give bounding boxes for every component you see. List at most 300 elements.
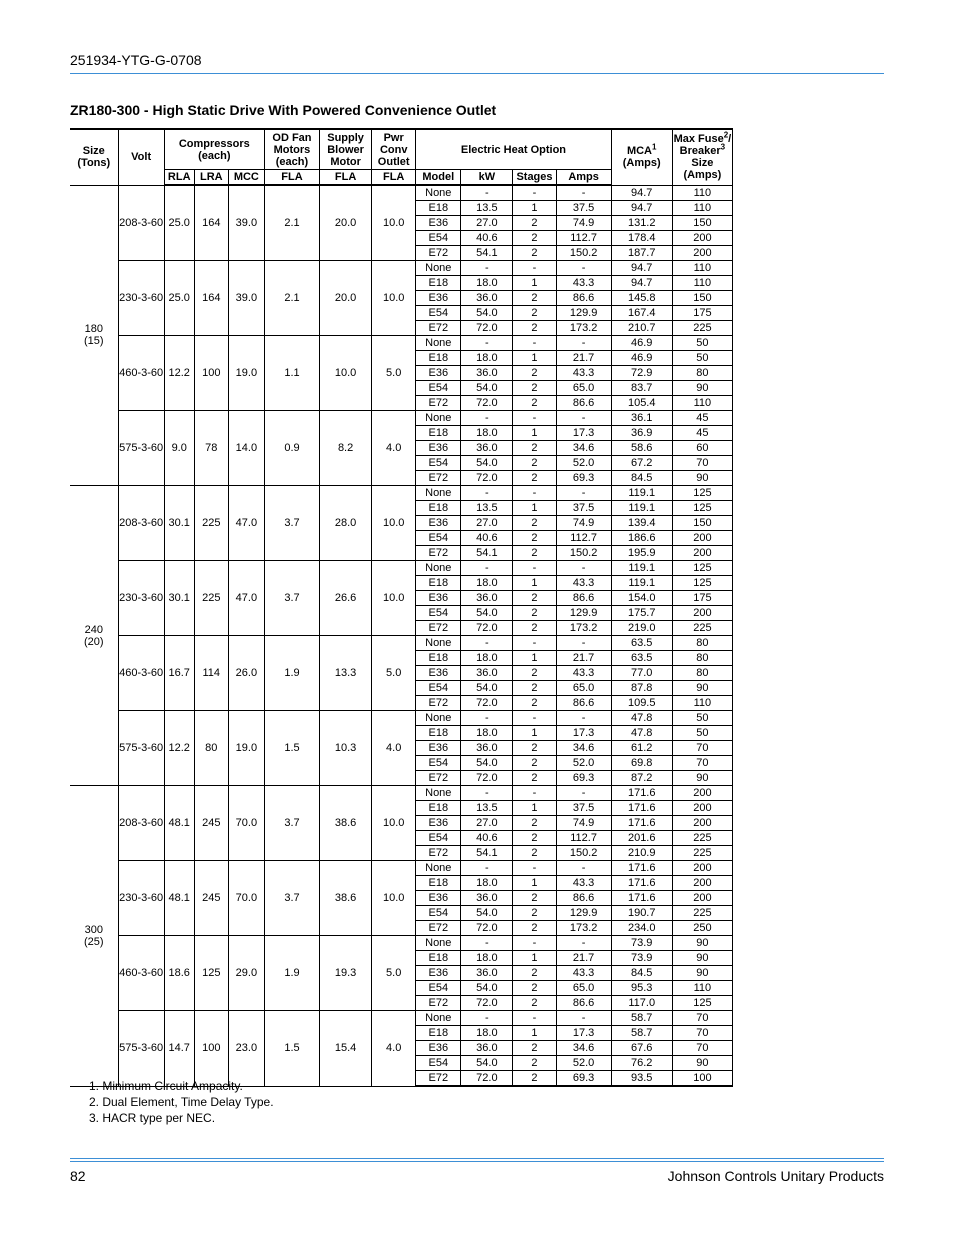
- max-fuse-cell: 70: [672, 1026, 732, 1041]
- mca-cell: 167.4: [611, 306, 672, 321]
- volt-cell: 230-3-60: [118, 561, 164, 636]
- lra-cell: 225: [194, 486, 228, 561]
- mca-cell: 84.5: [611, 966, 672, 981]
- max-fuse-cell: 45: [672, 411, 732, 426]
- stages-cell: 1: [513, 876, 556, 891]
- mca-cell: 131.2: [611, 216, 672, 231]
- stages-cell: 2: [513, 531, 556, 546]
- stages-cell: 2: [513, 396, 556, 411]
- col-amps: Amps: [556, 170, 611, 186]
- mca-cell: 171.6: [611, 786, 672, 801]
- amps-cell: 52.0: [556, 1056, 611, 1071]
- max-fuse-cell: 90: [672, 966, 732, 981]
- mca-cell: 63.5: [611, 636, 672, 651]
- model-cell: E72: [416, 321, 461, 336]
- lra-cell: 100: [194, 1011, 228, 1087]
- amps-cell: -: [556, 336, 611, 351]
- amps-cell: 34.6: [556, 741, 611, 756]
- mca-cell: 175.7: [611, 606, 672, 621]
- max-fuse-cell: 110: [672, 696, 732, 711]
- amps-cell: 65.0: [556, 681, 611, 696]
- kw-cell: -: [461, 936, 513, 951]
- mcc-cell: 39.0: [228, 261, 264, 336]
- mcc-cell: 47.0: [228, 486, 264, 561]
- amps-cell: 86.6: [556, 996, 611, 1011]
- max-fuse-cell: 200: [672, 531, 732, 546]
- rla-cell: 30.1: [164, 561, 194, 636]
- mca-cell: 67.6: [611, 1041, 672, 1056]
- od-fan-fla-cell: 2.1: [264, 261, 319, 336]
- rla-cell: 12.2: [164, 711, 194, 786]
- model-cell: E54: [416, 906, 461, 921]
- mca-cell: 210.7: [611, 321, 672, 336]
- mcc-cell: 47.0: [228, 561, 264, 636]
- stages-cell: 2: [513, 291, 556, 306]
- table-body: [70, 185, 733, 1086]
- max-fuse-cell: 200: [672, 231, 732, 246]
- amps-cell: -: [556, 786, 611, 801]
- stages-cell: 2: [513, 696, 556, 711]
- lra-cell: 78: [194, 411, 228, 486]
- amps-cell: 74.9: [556, 816, 611, 831]
- model-cell: E18: [416, 426, 461, 441]
- kw-cell: 72.0: [461, 771, 513, 786]
- mca-cell: 63.5: [611, 651, 672, 666]
- rla-cell: 18.6: [164, 936, 194, 1011]
- kw-cell: 36.0: [461, 666, 513, 681]
- amps-cell: 34.6: [556, 1041, 611, 1056]
- lra-cell: 245: [194, 786, 228, 861]
- blower-fla-cell: 38.6: [320, 786, 372, 861]
- max-fuse-cell: 60: [672, 441, 732, 456]
- col-max-fuse: Max Fuse$^2$/ Breaker$^3$ Size (Amps): [672, 129, 732, 185]
- max-fuse-cell: 150: [672, 216, 732, 231]
- stages-cell: 2: [513, 471, 556, 486]
- footnotes: [89, 1078, 274, 1126]
- col-size: Size (Tons): [70, 129, 118, 185]
- table-row: [70, 185, 733, 201]
- max-fuse-cell: 90: [672, 381, 732, 396]
- col-mcc: MCC: [228, 170, 264, 186]
- mcc-cell: 26.0: [228, 636, 264, 711]
- mca-cell: 46.9: [611, 351, 672, 366]
- electrical-data-table: [70, 128, 733, 1087]
- volt-cell: 460-3-60: [118, 936, 164, 1011]
- model-cell: E72: [416, 1071, 461, 1087]
- mcc-cell: 70.0: [228, 786, 264, 861]
- lra-cell: 225: [194, 561, 228, 636]
- model-cell: E18: [416, 1026, 461, 1041]
- mca-cell: 87.8: [611, 681, 672, 696]
- table-row: [70, 786, 733, 801]
- col-volt: Volt: [118, 129, 164, 185]
- col-lra: LRA: [194, 170, 228, 186]
- table-row: [70, 261, 733, 276]
- amps-cell: 112.7: [556, 531, 611, 546]
- kw-cell: 72.0: [461, 696, 513, 711]
- amps-cell: 43.3: [556, 876, 611, 891]
- max-fuse-cell: 250: [672, 921, 732, 936]
- stages-cell: 2: [513, 321, 556, 336]
- max-fuse-cell: 70: [672, 1011, 732, 1026]
- amps-cell: 150.2: [556, 546, 611, 561]
- stages-cell: 2: [513, 981, 556, 996]
- amps-cell: 43.3: [556, 666, 611, 681]
- table-row: [70, 411, 733, 426]
- max-fuse-cell: 110: [672, 276, 732, 291]
- blower-fla-cell: 10.0: [320, 336, 372, 411]
- max-fuse-cell: 90: [672, 681, 732, 696]
- stages-cell: 2: [513, 921, 556, 936]
- stages-cell: -: [513, 486, 556, 501]
- max-fuse-cell: 175: [672, 591, 732, 606]
- model-cell: E72: [416, 921, 461, 936]
- blower-fla-cell: 20.0: [320, 261, 372, 336]
- size-cell: [70, 185, 118, 486]
- kw-cell: 54.0: [461, 456, 513, 471]
- mca-cell: 219.0: [611, 621, 672, 636]
- max-fuse-cell: 90: [672, 951, 732, 966]
- amps-cell: 69.3: [556, 771, 611, 786]
- outlet-fla-cell: 10.0: [372, 561, 416, 636]
- outlet-fla-cell: 5.0: [372, 636, 416, 711]
- kw-cell: -: [461, 636, 513, 651]
- size-cell: [70, 786, 118, 1087]
- amps-cell: 86.6: [556, 696, 611, 711]
- stages-cell: 2: [513, 441, 556, 456]
- amps-cell: 74.9: [556, 216, 611, 231]
- stages-cell: 2: [513, 891, 556, 906]
- max-fuse-cell: 110: [672, 185, 732, 201]
- model-cell: None: [416, 1011, 461, 1026]
- stages-cell: 2: [513, 516, 556, 531]
- max-fuse-cell: 100: [672, 1071, 732, 1087]
- mca-cell: 61.2: [611, 741, 672, 756]
- amps-cell: 112.7: [556, 831, 611, 846]
- col-pwr-conv: Pwr Conv Outlet: [372, 129, 416, 170]
- kw-cell: 36.0: [461, 741, 513, 756]
- od-fan-fla-cell: 3.7: [264, 561, 319, 636]
- model-cell: E72: [416, 696, 461, 711]
- model-cell: E54: [416, 456, 461, 471]
- amps-cell: -: [556, 636, 611, 651]
- model-cell: None: [416, 336, 461, 351]
- max-fuse-cell: 80: [672, 366, 732, 381]
- stages-cell: -: [513, 711, 556, 726]
- model-cell: E54: [416, 831, 461, 846]
- model-cell: None: [416, 185, 461, 201]
- max-fuse-cell: 125: [672, 576, 732, 591]
- stages-cell: 2: [513, 666, 556, 681]
- mca-cell: 234.0: [611, 921, 672, 936]
- footer-divider: [70, 1161, 884, 1162]
- rla-cell: 25.0: [164, 261, 194, 336]
- blower-fla-cell: 13.3: [320, 636, 372, 711]
- kw-cell: 18.0: [461, 876, 513, 891]
- amps-cell: 150.2: [556, 246, 611, 261]
- max-fuse-cell: 200: [672, 876, 732, 891]
- footer-divider: [70, 1158, 884, 1159]
- stages-cell: 1: [513, 351, 556, 366]
- model-cell: None: [416, 936, 461, 951]
- amps-cell: -: [556, 411, 611, 426]
- amps-cell: -: [556, 486, 611, 501]
- stages-cell: 2: [513, 906, 556, 921]
- model-cell: E72: [416, 246, 461, 261]
- kw-cell: 40.6: [461, 831, 513, 846]
- stages-cell: 2: [513, 1056, 556, 1071]
- model-cell: E36: [416, 1041, 461, 1056]
- stages-cell: 2: [513, 246, 556, 261]
- stages-cell: 1: [513, 426, 556, 441]
- kw-cell: 54.0: [461, 1056, 513, 1071]
- model-cell: None: [416, 261, 461, 276]
- model-cell: E36: [416, 741, 461, 756]
- mcc-cell: 23.0: [228, 1011, 264, 1087]
- stages-cell: 2: [513, 606, 556, 621]
- max-fuse-cell: 110: [672, 981, 732, 996]
- blower-fla-cell: 38.6: [320, 861, 372, 936]
- kw-cell: -: [461, 486, 513, 501]
- mca-cell: 210.9: [611, 846, 672, 861]
- kw-cell: 36.0: [461, 1041, 513, 1056]
- rla-cell: 48.1: [164, 786, 194, 861]
- stages-cell: 1: [513, 201, 556, 216]
- amps-cell: 17.3: [556, 1026, 611, 1041]
- kw-cell: 54.0: [461, 681, 513, 696]
- stages-cell: 2: [513, 771, 556, 786]
- mcc-cell: 29.0: [228, 936, 264, 1011]
- amps-cell: 52.0: [556, 456, 611, 471]
- lra-cell: 125: [194, 936, 228, 1011]
- max-fuse-cell: 70: [672, 756, 732, 771]
- outlet-fla-cell: 5.0: [372, 936, 416, 1011]
- kw-cell: 36.0: [461, 891, 513, 906]
- max-fuse-cell: 175: [672, 306, 732, 321]
- kw-cell: 54.0: [461, 606, 513, 621]
- amps-cell: 129.9: [556, 906, 611, 921]
- amps-cell: 37.5: [556, 801, 611, 816]
- kw-cell: 27.0: [461, 216, 513, 231]
- stages-cell: 2: [513, 756, 556, 771]
- header-divider: [70, 73, 884, 74]
- od-fan-fla-cell: 1.1: [264, 336, 319, 411]
- kw-cell: 72.0: [461, 996, 513, 1011]
- rla-cell: 48.1: [164, 861, 194, 936]
- od-fan-fla-cell: 0.9: [264, 411, 319, 486]
- max-fuse-cell: 50: [672, 351, 732, 366]
- mca-cell: 186.6: [611, 531, 672, 546]
- mca-cell: 47.8: [611, 711, 672, 726]
- blower-fla-cell: 28.0: [320, 486, 372, 561]
- max-fuse-cell: 50: [672, 711, 732, 726]
- blower-fla-cell: 19.3: [320, 936, 372, 1011]
- size-tons-label: (20): [84, 635, 104, 648]
- stages-cell: 2: [513, 456, 556, 471]
- amps-cell: -: [556, 936, 611, 951]
- kw-cell: 18.0: [461, 276, 513, 291]
- amps-cell: 129.9: [556, 606, 611, 621]
- kw-cell: -: [461, 261, 513, 276]
- mca-cell: 119.1: [611, 576, 672, 591]
- amps-cell: 17.3: [556, 426, 611, 441]
- mca-cell: 36.1: [611, 411, 672, 426]
- model-cell: E72: [416, 846, 461, 861]
- max-fuse-cell: 50: [672, 726, 732, 741]
- mca-cell: 95.3: [611, 981, 672, 996]
- model-cell: E72: [416, 471, 461, 486]
- kw-cell: -: [461, 861, 513, 876]
- model-cell: E54: [416, 1056, 461, 1071]
- max-fuse-cell: 200: [672, 891, 732, 906]
- col-outlet-fla: FLA: [372, 170, 416, 186]
- max-fuse-cell: 80: [672, 651, 732, 666]
- max-fuse-cell: 125: [672, 996, 732, 1011]
- stages-cell: 2: [513, 1071, 556, 1087]
- volt-cell: 575-3-60: [118, 411, 164, 486]
- outlet-fla-cell: 10.0: [372, 861, 416, 936]
- mcc-cell: 19.0: [228, 336, 264, 411]
- mca-cell: 58.6: [611, 441, 672, 456]
- amps-cell: -: [556, 711, 611, 726]
- amps-cell: 173.2: [556, 321, 611, 336]
- blower-fla-cell: 20.0: [320, 185, 372, 261]
- mca-cell: 93.5: [611, 1071, 672, 1087]
- stages-cell: -: [513, 561, 556, 576]
- kw-cell: -: [461, 1011, 513, 1026]
- kw-cell: 72.0: [461, 1071, 513, 1087]
- max-fuse-cell: 125: [672, 486, 732, 501]
- od-fan-fla-cell: 2.1: [264, 185, 319, 261]
- max-fuse-cell: 90: [672, 771, 732, 786]
- lra-cell: 164: [194, 261, 228, 336]
- model-cell: E72: [416, 621, 461, 636]
- volt-cell: 460-3-60: [118, 636, 164, 711]
- outlet-fla-cell: 10.0: [372, 486, 416, 561]
- model-cell: E18: [416, 501, 461, 516]
- kw-cell: 36.0: [461, 291, 513, 306]
- kw-cell: 18.0: [461, 651, 513, 666]
- mca-cell: 83.7: [611, 381, 672, 396]
- kw-cell: 27.0: [461, 516, 513, 531]
- kw-cell: 54.0: [461, 306, 513, 321]
- col-supply-blower: Supply Blower Motor: [320, 129, 372, 170]
- outlet-fla-cell: 10.0: [372, 786, 416, 861]
- col-model: Model: [416, 170, 461, 186]
- kw-cell: 72.0: [461, 621, 513, 636]
- amps-cell: 34.6: [556, 441, 611, 456]
- volt-cell: 230-3-60: [118, 261, 164, 336]
- lra-cell: 164: [194, 185, 228, 261]
- amps-cell: 173.2: [556, 621, 611, 636]
- mca-cell: 84.5: [611, 471, 672, 486]
- kw-cell: 72.0: [461, 396, 513, 411]
- amps-cell: 21.7: [556, 351, 611, 366]
- model-cell: E18: [416, 951, 461, 966]
- model-cell: E18: [416, 276, 461, 291]
- outlet-fla-cell: 10.0: [372, 261, 416, 336]
- model-cell: E54: [416, 306, 461, 321]
- kw-cell: -: [461, 786, 513, 801]
- amps-cell: -: [556, 1011, 611, 1026]
- amps-cell: -: [556, 261, 611, 276]
- amps-cell: 17.3: [556, 726, 611, 741]
- amps-cell: 150.2: [556, 846, 611, 861]
- lra-cell: 100: [194, 336, 228, 411]
- outlet-fla-cell: 4.0: [372, 1011, 416, 1087]
- col-od-fla: FLA: [264, 170, 319, 186]
- mca-cell: 171.6: [611, 891, 672, 906]
- max-fuse-cell: 200: [672, 861, 732, 876]
- amps-cell: -: [556, 861, 611, 876]
- mca-cell: 67.2: [611, 456, 672, 471]
- max-fuse-cell: 125: [672, 501, 732, 516]
- mca-cell: 46.9: [611, 336, 672, 351]
- mca-cell: 94.7: [611, 261, 672, 276]
- table-row: [70, 636, 733, 651]
- model-cell: E36: [416, 216, 461, 231]
- amps-cell: 65.0: [556, 381, 611, 396]
- stages-cell: 2: [513, 966, 556, 981]
- amps-cell: 69.3: [556, 471, 611, 486]
- outlet-fla-cell: 4.0: [372, 411, 416, 486]
- max-fuse-cell: 90: [672, 936, 732, 951]
- size-tons-value: 180: [84, 323, 103, 336]
- mca-cell: 94.7: [611, 185, 672, 201]
- mca-cell: 119.1: [611, 561, 672, 576]
- mca-cell: 154.0: [611, 591, 672, 606]
- mca-cell: 87.2: [611, 771, 672, 786]
- od-fan-fla-cell: 3.7: [264, 786, 319, 861]
- model-cell: E18: [416, 576, 461, 591]
- amps-cell: 74.9: [556, 516, 611, 531]
- stages-cell: -: [513, 861, 556, 876]
- amps-cell: 43.3: [556, 366, 611, 381]
- amps-cell: 65.0: [556, 981, 611, 996]
- kw-cell: -: [461, 411, 513, 426]
- amps-cell: 43.3: [556, 276, 611, 291]
- kw-cell: 18.0: [461, 351, 513, 366]
- model-cell: E18: [416, 726, 461, 741]
- kw-cell: 18.0: [461, 426, 513, 441]
- model-cell: None: [416, 711, 461, 726]
- lra-cell: 245: [194, 861, 228, 936]
- mca-cell: 171.6: [611, 816, 672, 831]
- od-fan-fla-cell: 3.7: [264, 486, 319, 561]
- size-tons-label: (15): [84, 335, 104, 348]
- amps-cell: 69.3: [556, 1071, 611, 1087]
- footnote: 3. HACR type per NEC.: [89, 1111, 216, 1125]
- stages-cell: 2: [513, 816, 556, 831]
- stages-cell: -: [513, 1011, 556, 1026]
- stages-cell: 2: [513, 546, 556, 561]
- model-cell: E54: [416, 381, 461, 396]
- volt-cell: 208-3-60: [118, 786, 164, 861]
- model-cell: E18: [416, 876, 461, 891]
- outlet-fla-cell: 10.0: [372, 185, 416, 261]
- model-cell: E36: [416, 516, 461, 531]
- amps-cell: 86.6: [556, 291, 611, 306]
- od-fan-fla-cell: 1.5: [264, 1011, 319, 1087]
- mca-cell: 139.4: [611, 516, 672, 531]
- stages-cell: 2: [513, 381, 556, 396]
- model-cell: E54: [416, 231, 461, 246]
- kw-cell: -: [461, 561, 513, 576]
- kw-cell: 54.1: [461, 246, 513, 261]
- stages-cell: 1: [513, 1026, 556, 1041]
- model-cell: None: [416, 486, 461, 501]
- stages-cell: 1: [513, 726, 556, 741]
